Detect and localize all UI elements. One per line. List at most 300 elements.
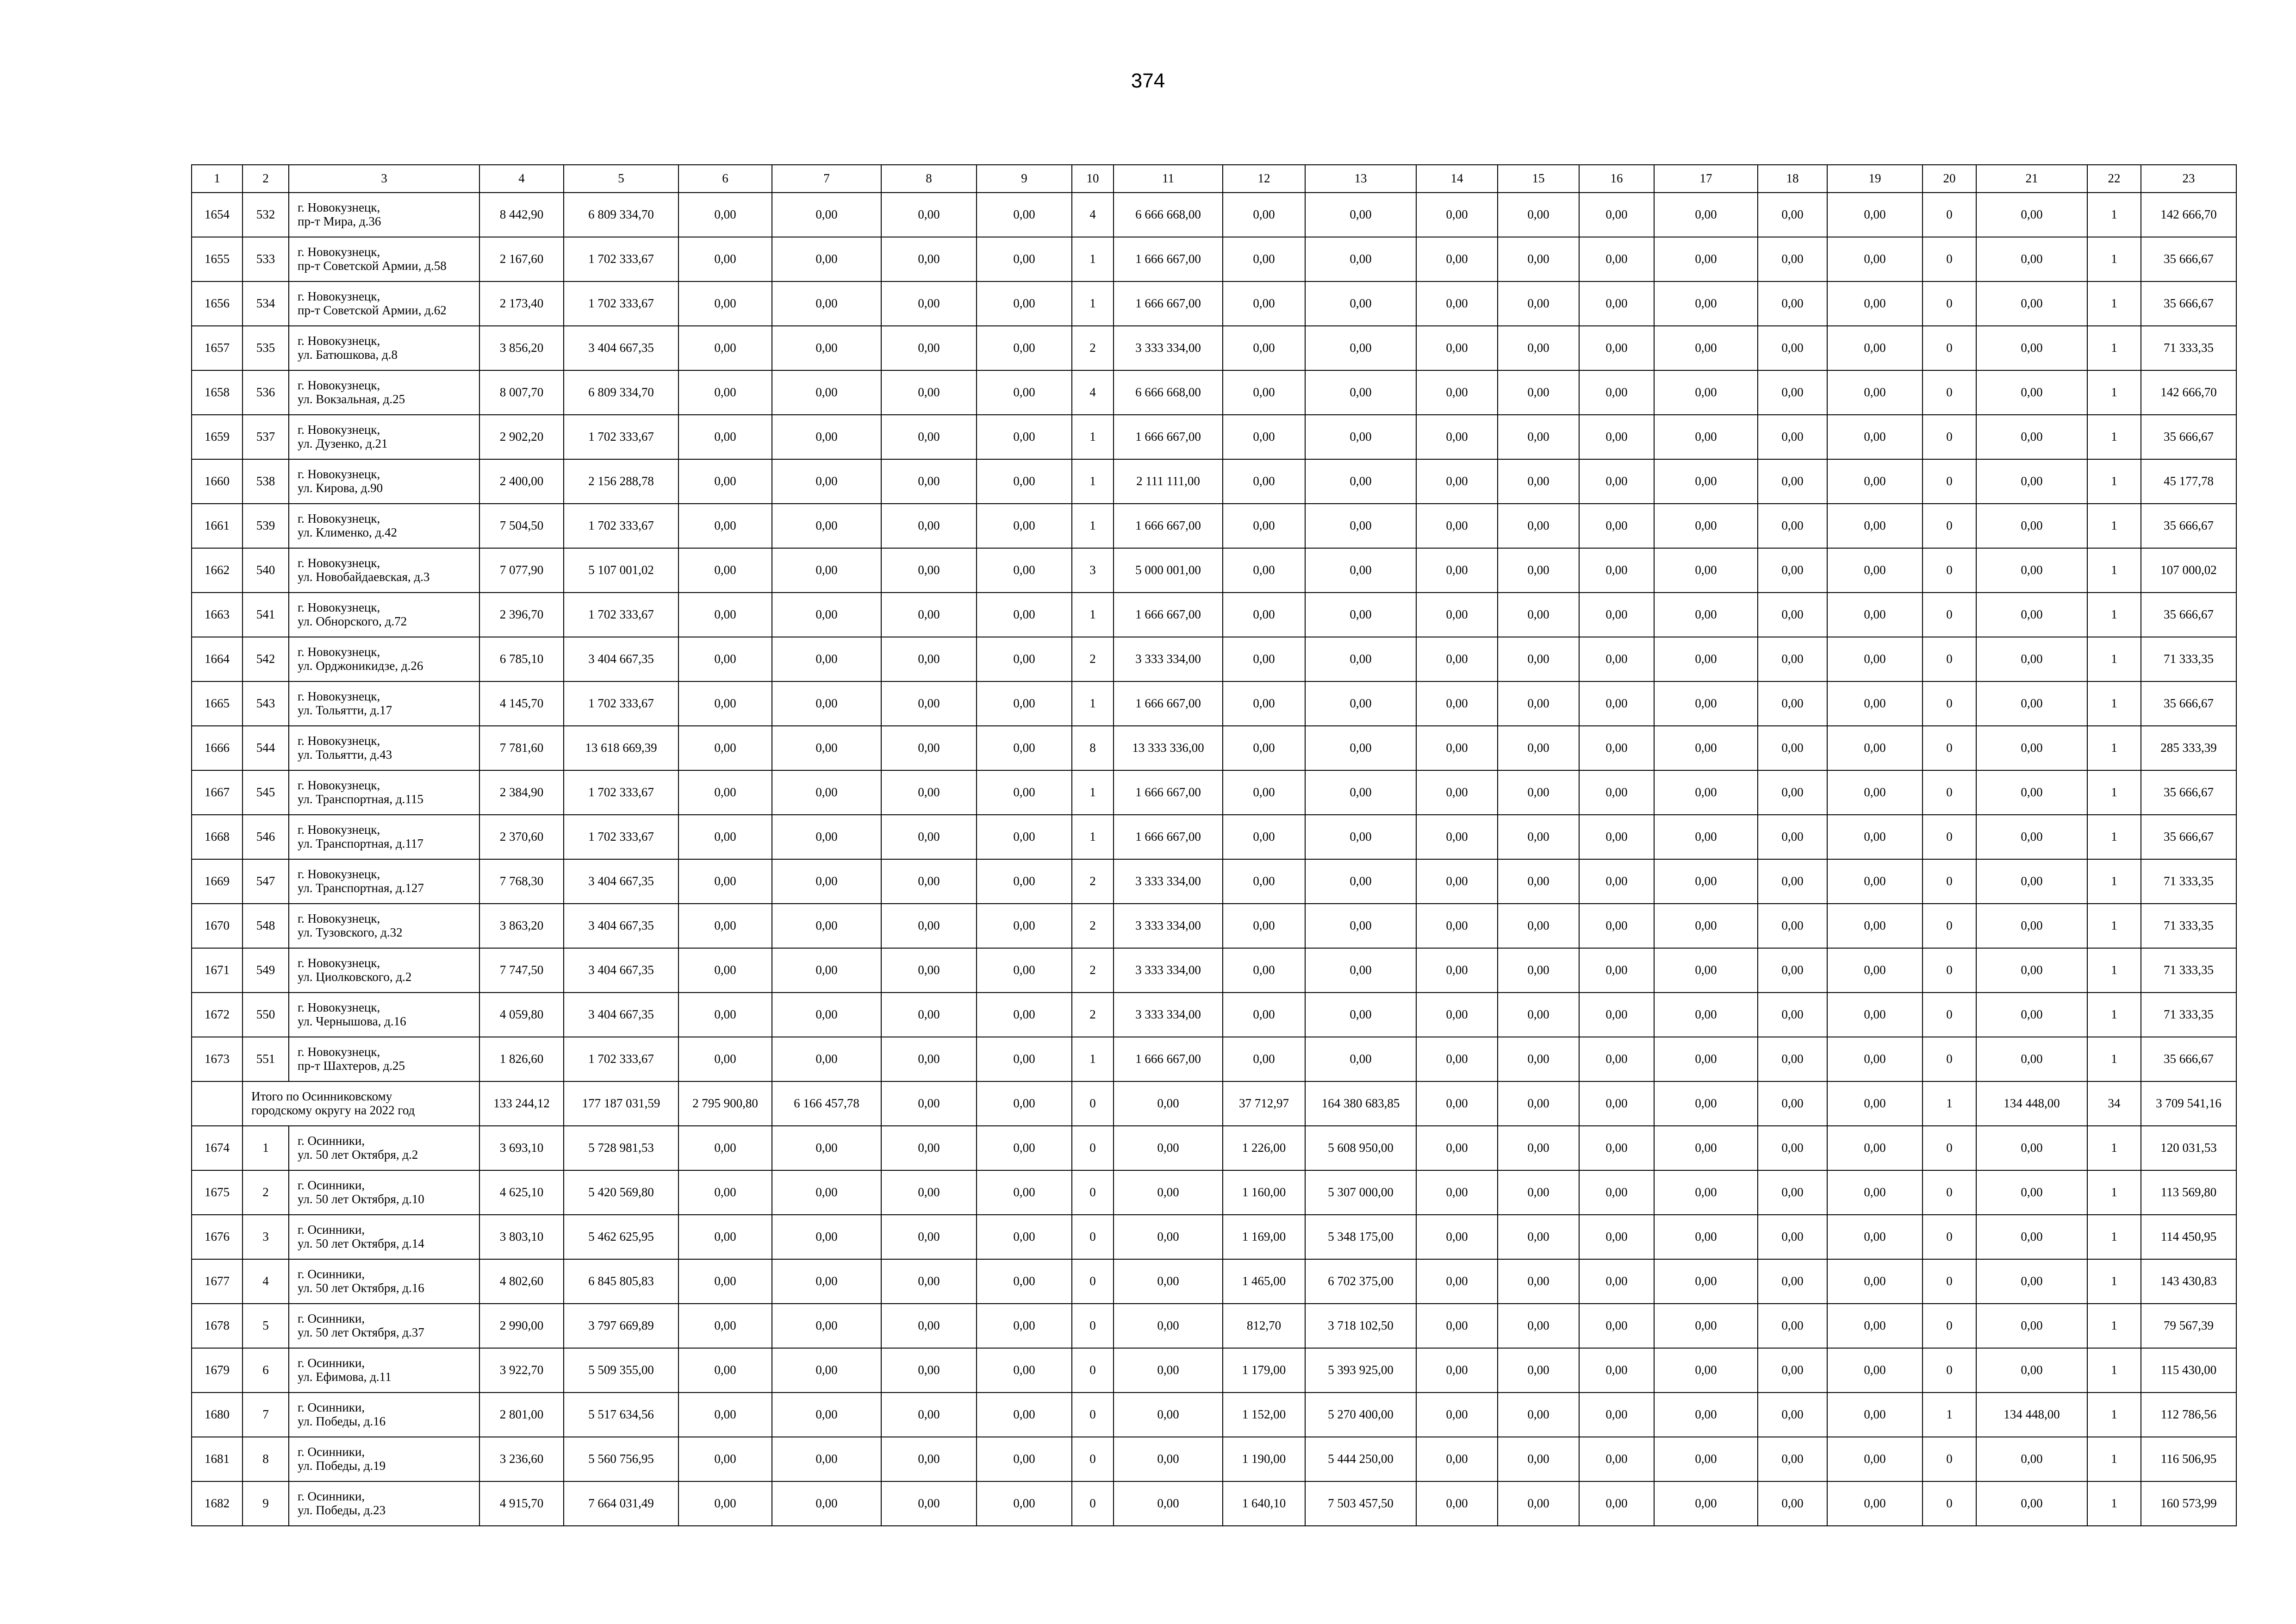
value-cell-16: 0,00 bbox=[1579, 1393, 1654, 1437]
address-cell bbox=[289, 859, 479, 904]
value-cell-19: 0,00 bbox=[1827, 593, 1923, 637]
value-cell-4: 8 442,90 bbox=[479, 193, 564, 237]
value-cell-16: 0,00 bbox=[1579, 1126, 1654, 1170]
item-number-cell: 2 bbox=[243, 1170, 289, 1215]
table-row bbox=[192, 859, 2236, 904]
table-row bbox=[192, 948, 2236, 993]
value-cell-22: 1 bbox=[2087, 815, 2141, 859]
row-number-cell: 1672 bbox=[192, 993, 243, 1037]
value-cell-5: 6 845 805,83 bbox=[564, 1259, 678, 1304]
row-number-cell: 1682 bbox=[192, 1481, 243, 1526]
address-cell bbox=[289, 1393, 479, 1437]
value-cell-7: 0,00 bbox=[772, 1259, 881, 1304]
value-cell-18: 0,00 bbox=[1758, 504, 1827, 548]
table-row bbox=[192, 548, 2236, 593]
address-line: г. Новокузнецк, bbox=[298, 956, 380, 970]
address-line: ул. 50 лет Октября, д.37 bbox=[298, 1325, 424, 1339]
value-cell-7: 0,00 bbox=[772, 770, 881, 815]
value-cell-9: 0,00 bbox=[977, 1081, 1072, 1126]
value-cell-19: 0,00 bbox=[1827, 859, 1923, 904]
value-cell-6: 0,00 bbox=[678, 637, 772, 681]
value-cell-5: 3 404 667,35 bbox=[564, 326, 678, 370]
value-cell-14: 0,00 bbox=[1416, 1037, 1498, 1081]
value-cell-17: 0,00 bbox=[1654, 1437, 1758, 1481]
value-cell-10: 4 bbox=[1072, 193, 1114, 237]
value-cell-16: 0,00 bbox=[1579, 415, 1654, 459]
address-line: ул. Циолковского, д.2 bbox=[298, 970, 412, 984]
value-cell-8: 0,00 bbox=[881, 993, 977, 1037]
value-cell-20: 0 bbox=[1923, 504, 1976, 548]
value-cell-11: 3 333 334,00 bbox=[1114, 948, 1223, 993]
table-row bbox=[192, 1393, 2236, 1437]
value-cell-8: 0,00 bbox=[881, 281, 977, 326]
address-line: ул. Дузенко, д.21 bbox=[298, 437, 388, 450]
table-row bbox=[192, 193, 2236, 237]
value-cell-18: 0,00 bbox=[1758, 904, 1827, 948]
value-cell-15: 0,00 bbox=[1498, 1304, 1579, 1348]
address-cell bbox=[289, 504, 479, 548]
address-line: г. Новокузнецк, bbox=[298, 378, 380, 393]
address-line: г. Осинники, bbox=[298, 1178, 365, 1193]
value-cell-8: 0,00 bbox=[881, 904, 977, 948]
value-cell-14: 0,00 bbox=[1416, 193, 1498, 237]
value-cell-17: 0,00 bbox=[1654, 815, 1758, 859]
value-cell-8: 0,00 bbox=[881, 504, 977, 548]
register-table bbox=[191, 164, 2237, 1526]
value-cell-10: 0 bbox=[1072, 1304, 1114, 1348]
value-cell-16: 0,00 bbox=[1579, 1170, 1654, 1215]
table-row bbox=[192, 237, 2236, 281]
value-cell-20: 0 bbox=[1923, 459, 1976, 504]
value-cell-10: 1 bbox=[1072, 770, 1114, 815]
column-number-15: 15 bbox=[1498, 165, 1579, 193]
value-cell-9: 0,00 bbox=[977, 548, 1072, 593]
table-row bbox=[192, 1348, 2236, 1393]
address-cell bbox=[289, 681, 479, 726]
value-cell-9: 0,00 bbox=[977, 859, 1072, 904]
value-cell-9: 0,00 bbox=[977, 281, 1072, 326]
value-cell-20: 0 bbox=[1923, 904, 1976, 948]
address-line: ул. Победы, д.19 bbox=[298, 1459, 386, 1473]
value-cell-22: 1 bbox=[2087, 1437, 2141, 1481]
row-number-cell: 1667 bbox=[192, 770, 243, 815]
value-cell-21: 0,00 bbox=[1976, 1215, 2087, 1259]
value-cell-10: 0 bbox=[1072, 1126, 1114, 1170]
value-cell-11: 0,00 bbox=[1114, 1348, 1223, 1393]
value-cell-21: 0,00 bbox=[1976, 1037, 2087, 1081]
value-cell-9: 0,00 bbox=[977, 726, 1072, 770]
address-line: г. Новокузнецк, bbox=[298, 423, 380, 437]
value-cell-18: 0,00 bbox=[1758, 281, 1827, 326]
item-number-cell: 3 bbox=[243, 1215, 289, 1259]
value-cell-8: 0,00 bbox=[881, 948, 977, 993]
value-cell-5: 5 517 634,56 bbox=[564, 1393, 678, 1437]
value-cell-23: 35 666,67 bbox=[2141, 1037, 2236, 1081]
address-line: г. Осинники, bbox=[298, 1223, 365, 1237]
value-cell-22: 1 bbox=[2087, 548, 2141, 593]
value-cell-22: 1 bbox=[2087, 1481, 2141, 1526]
value-cell-18: 0,00 bbox=[1758, 1126, 1827, 1170]
address-line: г. Новокузнецк, bbox=[298, 556, 380, 570]
value-cell-7: 0,00 bbox=[772, 681, 881, 726]
value-cell-5: 5 420 569,80 bbox=[564, 1170, 678, 1215]
address-cell bbox=[289, 770, 479, 815]
value-cell-15: 0,00 bbox=[1498, 237, 1579, 281]
value-cell-11: 3 333 334,00 bbox=[1114, 993, 1223, 1037]
value-cell-14: 0,00 bbox=[1416, 1304, 1498, 1348]
value-cell-23: 71 333,35 bbox=[2141, 859, 2236, 904]
value-cell-18: 0,00 bbox=[1758, 1348, 1827, 1393]
value-cell-14: 0,00 bbox=[1416, 904, 1498, 948]
value-cell-4: 1 826,60 bbox=[479, 1037, 564, 1081]
address-line: ул. 50 лет Октября, д.2 bbox=[298, 1148, 418, 1162]
value-cell-7: 0,00 bbox=[772, 593, 881, 637]
value-cell-23: 142 666,70 bbox=[2141, 193, 2236, 237]
value-cell-10: 0 bbox=[1072, 1259, 1114, 1304]
value-cell-17: 0,00 bbox=[1654, 637, 1758, 681]
value-cell-19: 0,00 bbox=[1827, 948, 1923, 993]
value-cell-20: 0 bbox=[1923, 726, 1976, 770]
column-number-11: 11 bbox=[1114, 165, 1223, 193]
value-cell-6: 0,00 bbox=[678, 237, 772, 281]
value-cell-9: 0,00 bbox=[977, 681, 1072, 726]
value-cell-18: 0,00 bbox=[1758, 993, 1827, 1037]
address-cell bbox=[289, 637, 479, 681]
value-cell-9: 0,00 bbox=[977, 1437, 1072, 1481]
row-number-cell: 1666 bbox=[192, 726, 243, 770]
value-cell-6: 0,00 bbox=[678, 815, 772, 859]
value-cell-22: 1 bbox=[2087, 370, 2141, 415]
column-number-13: 13 bbox=[1305, 165, 1416, 193]
value-cell-22: 1 bbox=[2087, 1170, 2141, 1215]
address-cell bbox=[289, 193, 479, 237]
column-number-12: 12 bbox=[1223, 165, 1305, 193]
value-cell-16: 0,00 bbox=[1579, 504, 1654, 548]
row-number-cell: 1668 bbox=[192, 815, 243, 859]
value-cell-9: 0,00 bbox=[977, 815, 1072, 859]
value-cell-21: 0,00 bbox=[1976, 770, 2087, 815]
value-cell-5: 1 702 333,67 bbox=[564, 681, 678, 726]
value-cell-19: 0,00 bbox=[1827, 459, 1923, 504]
value-cell-9: 0,00 bbox=[977, 1170, 1072, 1215]
value-cell-19: 0,00 bbox=[1827, 1393, 1923, 1437]
value-cell-22: 1 bbox=[2087, 770, 2141, 815]
value-cell-23: 35 666,67 bbox=[2141, 681, 2236, 726]
address-cell bbox=[289, 237, 479, 281]
value-cell-19: 0,00 bbox=[1827, 1215, 1923, 1259]
value-cell-20: 0 bbox=[1923, 193, 1976, 237]
address-line: ул. 50 лет Октября, д.14 bbox=[298, 1237, 424, 1250]
value-cell-22: 1 bbox=[2087, 904, 2141, 948]
value-cell-21: 0,00 bbox=[1976, 1170, 2087, 1215]
value-cell-21: 0,00 bbox=[1976, 548, 2087, 593]
row-number-cell: 1669 bbox=[192, 859, 243, 904]
row-number-cell: 1675 bbox=[192, 1170, 243, 1215]
value-cell-6: 0,00 bbox=[678, 1348, 772, 1393]
value-cell-8: 0,00 bbox=[881, 1348, 977, 1393]
value-cell-11: 1 666 667,00 bbox=[1114, 281, 1223, 326]
address-cell bbox=[289, 948, 479, 993]
value-cell-16: 0,00 bbox=[1579, 993, 1654, 1037]
value-cell-20: 0 bbox=[1923, 593, 1976, 637]
value-cell-4: 3 856,20 bbox=[479, 326, 564, 370]
value-cell-10: 1 bbox=[1072, 237, 1114, 281]
value-cell-6: 2 795 900,80 bbox=[678, 1081, 772, 1126]
value-cell-9: 0,00 bbox=[977, 1037, 1072, 1081]
item-number-cell: 535 bbox=[243, 326, 289, 370]
value-cell-4: 4 059,80 bbox=[479, 993, 564, 1037]
value-cell-14: 0,00 bbox=[1416, 593, 1498, 637]
address-line: г. Новокузнецк, bbox=[298, 778, 380, 793]
value-cell-17: 0,00 bbox=[1654, 326, 1758, 370]
value-cell-22: 1 bbox=[2087, 948, 2141, 993]
value-cell-23: 120 031,53 bbox=[2141, 1126, 2236, 1170]
value-cell-11: 0,00 bbox=[1114, 1126, 1223, 1170]
value-cell-8: 0,00 bbox=[881, 1393, 977, 1437]
value-cell-5: 3 404 667,35 bbox=[564, 948, 678, 993]
value-cell-6: 0,00 bbox=[678, 726, 772, 770]
value-cell-23: 114 450,95 bbox=[2141, 1215, 2236, 1259]
value-cell-14: 0,00 bbox=[1416, 1348, 1498, 1393]
value-cell-15: 0,00 bbox=[1498, 1215, 1579, 1259]
value-cell-5: 3 404 667,35 bbox=[564, 637, 678, 681]
value-cell-4: 2 990,00 bbox=[479, 1304, 564, 1348]
value-cell-19: 0,00 bbox=[1827, 370, 1923, 415]
value-cell-19: 0,00 bbox=[1827, 237, 1923, 281]
value-cell-14: 0,00 bbox=[1416, 726, 1498, 770]
value-cell-21: 0,00 bbox=[1976, 281, 2087, 326]
value-cell-20: 0 bbox=[1923, 1348, 1976, 1393]
value-cell-9: 0,00 bbox=[977, 948, 1072, 993]
address-line: г. Новокузнецк, bbox=[298, 912, 380, 926]
item-number-cell: 545 bbox=[243, 770, 289, 815]
value-cell-20: 0 bbox=[1923, 281, 1976, 326]
value-cell-13: 5 348 175,00 bbox=[1305, 1215, 1416, 1259]
table-row bbox=[192, 1259, 2236, 1304]
row-number-cell: 1678 bbox=[192, 1304, 243, 1348]
value-cell-19: 0,00 bbox=[1827, 1437, 1923, 1481]
item-number-cell: 542 bbox=[243, 637, 289, 681]
value-cell-21: 0,00 bbox=[1976, 1304, 2087, 1348]
value-cell-8: 0,00 bbox=[881, 237, 977, 281]
value-cell-7: 0,00 bbox=[772, 1348, 881, 1393]
value-cell-12: 0,00 bbox=[1223, 326, 1305, 370]
value-cell-18: 0,00 bbox=[1758, 1481, 1827, 1526]
value-cell-14: 0,00 bbox=[1416, 281, 1498, 326]
value-cell-20: 0 bbox=[1923, 326, 1976, 370]
total-label-line: Итого по Осинниковскому bbox=[251, 1089, 392, 1104]
value-cell-8: 0,00 bbox=[881, 726, 977, 770]
value-cell-22: 1 bbox=[2087, 237, 2141, 281]
value-cell-17: 0,00 bbox=[1654, 1170, 1758, 1215]
value-cell-6: 0,00 bbox=[678, 1126, 772, 1170]
item-number-cell: 8 bbox=[243, 1437, 289, 1481]
value-cell-4: 2 801,00 bbox=[479, 1393, 564, 1437]
value-cell-14: 0,00 bbox=[1416, 548, 1498, 593]
value-cell-14: 0,00 bbox=[1416, 459, 1498, 504]
address-line: г. Новокузнецк, bbox=[298, 289, 380, 304]
value-cell-16: 0,00 bbox=[1579, 1481, 1654, 1526]
value-cell-10: 1 bbox=[1072, 415, 1114, 459]
value-cell-7: 0,00 bbox=[772, 548, 881, 593]
value-cell-4: 133 244,12 bbox=[479, 1081, 564, 1126]
value-cell-20: 0 bbox=[1923, 637, 1976, 681]
value-cell-22: 1 bbox=[2087, 1215, 2141, 1259]
value-cell-15: 0,00 bbox=[1498, 815, 1579, 859]
value-cell-21: 0,00 bbox=[1976, 859, 2087, 904]
value-cell-4: 7 781,60 bbox=[479, 726, 564, 770]
address-cell bbox=[289, 1481, 479, 1526]
value-cell-20: 1 bbox=[1923, 1393, 1976, 1437]
value-cell-5: 5 728 981,53 bbox=[564, 1126, 678, 1170]
value-cell-19: 0,00 bbox=[1827, 993, 1923, 1037]
value-cell-8: 0,00 bbox=[881, 637, 977, 681]
value-cell-5: 5 462 625,95 bbox=[564, 1215, 678, 1259]
value-cell-19: 0,00 bbox=[1827, 1259, 1923, 1304]
value-cell-22: 1 bbox=[2087, 1126, 2141, 1170]
value-cell-23: 35 666,67 bbox=[2141, 504, 2236, 548]
value-cell-10: 0 bbox=[1072, 1437, 1114, 1481]
value-cell-9: 0,00 bbox=[977, 770, 1072, 815]
item-number-cell: 546 bbox=[243, 815, 289, 859]
value-cell-4: 7 504,50 bbox=[479, 504, 564, 548]
value-cell-21: 0,00 bbox=[1976, 237, 2087, 281]
address-line: ул. Чернышова, д.16 bbox=[298, 1014, 406, 1028]
value-cell-15: 0,00 bbox=[1498, 1170, 1579, 1215]
value-cell-18: 0,00 bbox=[1758, 193, 1827, 237]
address-line: ул. Транспортная, д.127 bbox=[298, 881, 424, 895]
value-cell-8: 0,00 bbox=[881, 1170, 977, 1215]
value-cell-8: 0,00 bbox=[881, 370, 977, 415]
value-cell-10: 2 bbox=[1072, 948, 1114, 993]
value-cell-5: 1 702 333,67 bbox=[564, 504, 678, 548]
value-cell-12: 0,00 bbox=[1223, 948, 1305, 993]
value-cell-5: 5 509 355,00 bbox=[564, 1348, 678, 1393]
table-row bbox=[192, 1304, 2236, 1348]
value-cell-9: 0,00 bbox=[977, 1304, 1072, 1348]
value-cell-14: 0,00 bbox=[1416, 815, 1498, 859]
value-cell-4: 2 384,90 bbox=[479, 770, 564, 815]
column-number-7: 7 bbox=[772, 165, 881, 193]
address-cell bbox=[289, 993, 479, 1037]
address-cell bbox=[289, 281, 479, 326]
value-cell-21: 0,00 bbox=[1976, 326, 2087, 370]
value-cell-9: 0,00 bbox=[977, 993, 1072, 1037]
total-label-line: городскому округу на 2022 год bbox=[251, 1103, 415, 1117]
value-cell-22: 1 bbox=[2087, 1348, 2141, 1393]
address-line: ул. Транспортная, д.115 bbox=[298, 792, 423, 806]
value-cell-10: 0 bbox=[1072, 1481, 1114, 1526]
value-cell-4: 3 236,60 bbox=[479, 1437, 564, 1481]
value-cell-21: 0,00 bbox=[1976, 504, 2087, 548]
item-number-cell: 549 bbox=[243, 948, 289, 993]
total-row bbox=[192, 1081, 2236, 1126]
value-cell-7: 0,00 bbox=[772, 1481, 881, 1526]
value-cell-10: 2 bbox=[1072, 326, 1114, 370]
value-cell-5: 1 702 333,67 bbox=[564, 770, 678, 815]
address-cell bbox=[289, 1259, 479, 1304]
value-cell-6: 0,00 bbox=[678, 459, 772, 504]
value-cell-19: 0,00 bbox=[1827, 904, 1923, 948]
row-number-cell: 1679 bbox=[192, 1348, 243, 1393]
value-cell-11: 1 666 667,00 bbox=[1114, 415, 1223, 459]
address-cell bbox=[289, 1437, 479, 1481]
value-cell-22: 1 bbox=[2087, 1037, 2141, 1081]
value-cell-13: 5 307 000,00 bbox=[1305, 1170, 1416, 1215]
value-cell-16: 0,00 bbox=[1579, 1348, 1654, 1393]
value-cell-14: 0,00 bbox=[1416, 326, 1498, 370]
value-cell-7: 0,00 bbox=[772, 326, 881, 370]
value-cell-22: 1 bbox=[2087, 1259, 2141, 1304]
value-cell-23: 71 333,35 bbox=[2141, 948, 2236, 993]
address-line: г. Осинники, bbox=[298, 1267, 365, 1281]
table-row bbox=[192, 1437, 2236, 1481]
address-line: пр-т Мира, д.36 bbox=[298, 214, 381, 228]
value-cell-15: 0,00 bbox=[1498, 1348, 1579, 1393]
value-cell-16: 0,00 bbox=[1579, 904, 1654, 948]
address-line: г. Новокузнецк, bbox=[298, 1000, 380, 1015]
address-line: ул. Победы, д.16 bbox=[298, 1414, 386, 1428]
value-cell-6: 0,00 bbox=[678, 370, 772, 415]
value-cell-18: 0,00 bbox=[1758, 859, 1827, 904]
value-cell-7: 0,00 bbox=[772, 948, 881, 993]
column-number-16: 16 bbox=[1579, 165, 1654, 193]
value-cell-15: 0,00 bbox=[1498, 726, 1579, 770]
value-cell-7: 0,00 bbox=[772, 1170, 881, 1215]
value-cell-21: 0,00 bbox=[1976, 726, 2087, 770]
address-line: г. Новокузнецк, bbox=[298, 245, 380, 259]
value-cell-23: 35 666,67 bbox=[2141, 281, 2236, 326]
column-number-row bbox=[192, 165, 2236, 193]
value-cell-11: 3 333 334,00 bbox=[1114, 859, 1223, 904]
value-cell-22: 1 bbox=[2087, 193, 2141, 237]
value-cell-13: 0,00 bbox=[1305, 459, 1416, 504]
value-cell-20: 0 bbox=[1923, 993, 1976, 1037]
value-cell-9: 0,00 bbox=[977, 1126, 1072, 1170]
value-cell-14: 0,00 bbox=[1416, 504, 1498, 548]
value-cell-19: 0,00 bbox=[1827, 1304, 1923, 1348]
value-cell-20: 0 bbox=[1923, 370, 1976, 415]
value-cell-13: 0,00 bbox=[1305, 281, 1416, 326]
value-cell-20: 0 bbox=[1923, 1437, 1976, 1481]
value-cell-10: 3 bbox=[1072, 548, 1114, 593]
value-cell-11: 0,00 bbox=[1114, 1259, 1223, 1304]
value-cell-22: 1 bbox=[2087, 993, 2141, 1037]
value-cell-17: 0,00 bbox=[1654, 548, 1758, 593]
address-cell bbox=[289, 593, 479, 637]
value-cell-8: 0,00 bbox=[881, 1481, 977, 1526]
address-cell bbox=[289, 370, 479, 415]
value-cell-11: 3 333 334,00 bbox=[1114, 637, 1223, 681]
value-cell-22: 1 bbox=[2087, 281, 2141, 326]
address-cell bbox=[289, 1215, 479, 1259]
value-cell-18: 0,00 bbox=[1758, 1304, 1827, 1348]
value-cell-18: 0,00 bbox=[1758, 370, 1827, 415]
value-cell-6: 0,00 bbox=[678, 770, 772, 815]
value-cell-13: 0,00 bbox=[1305, 637, 1416, 681]
value-cell-6: 0,00 bbox=[678, 504, 772, 548]
value-cell-6: 0,00 bbox=[678, 326, 772, 370]
value-cell-20: 0 bbox=[1923, 1037, 1976, 1081]
value-cell-15: 0,00 bbox=[1498, 193, 1579, 237]
value-cell-23: 71 333,35 bbox=[2141, 993, 2236, 1037]
item-number-cell: 534 bbox=[243, 281, 289, 326]
value-cell-10: 1 bbox=[1072, 459, 1114, 504]
value-cell-22: 1 bbox=[2087, 1393, 2141, 1437]
address-line: ул. Транспортная, д.117 bbox=[298, 837, 423, 850]
value-cell-23: 115 430,00 bbox=[2141, 1348, 2236, 1393]
value-cell-18: 0,00 bbox=[1758, 1437, 1827, 1481]
